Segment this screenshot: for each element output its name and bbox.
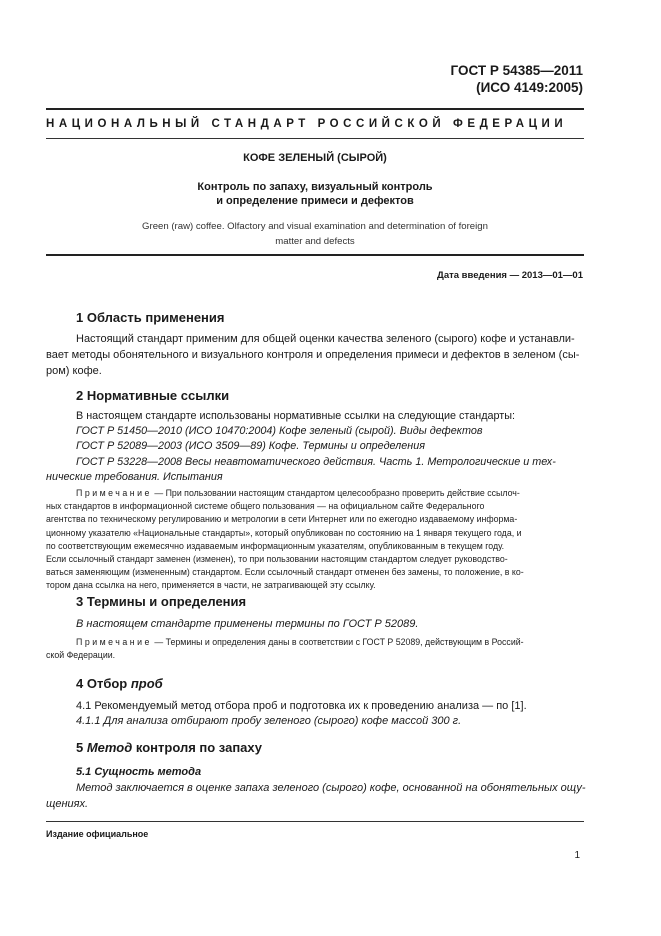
note-3-line-2: ской Федерации. xyxy=(46,650,116,661)
section-4-p1: 4.1 Рекомендуемый метод отбора проб и подготовка их к проведению анализа — по [1]. xyxy=(76,700,527,712)
section-1-text xyxy=(46,331,584,379)
section-1-line-3: ром) кофе. xyxy=(46,365,102,377)
subtitle-line-2: и определение примеси и дефектов xyxy=(216,195,414,207)
section-4-heading-italic: проб xyxy=(130,676,163,691)
section-2-text xyxy=(46,409,584,485)
note-line-3: агентства по техническому регулированию и метрологии в сети Интернет или по ежегодно издаваемому информа- xyxy=(46,514,518,525)
section-2-heading: 2 Нормативные ссылки xyxy=(76,388,230,403)
section-2-intro: В настоящем стандарте использованы нормативные ссылки на следующие стандарты: xyxy=(76,410,515,422)
section-2-note xyxy=(46,487,584,593)
document-subtitle xyxy=(46,180,584,208)
english-title-line-1: Green (raw) coffee. Olfactory and visual examination and determination of foreign xyxy=(142,221,488,232)
section-3-text: В настоящем стандарте применены термины по ГОСТ Р 52089. xyxy=(76,618,419,630)
note-line-4: ционному указателю «Национальные стандарты», который опубликован по состоянию на 1 января текущего года, и xyxy=(46,527,522,538)
reference-1: ГОСТ Р 51450—2010 (ИСО 10470:2004) Кофе зеленый (сырой). Виды дефектов xyxy=(76,425,483,438)
subtitle-line-1: Контроль по запаху, визуальный контроль xyxy=(197,181,433,193)
section-5-line-1: Метод заключается в оценке запаха зеленого (сырого) кофе, основанной на обонятельных ощу- xyxy=(76,782,586,794)
note-label: Примечание xyxy=(76,488,152,498)
note-3-line-1: — Термины и определения даны в соответствии с ГОСТ Р 52089, действующим в Россий- xyxy=(151,637,524,647)
title-rule xyxy=(46,254,584,256)
note-line-5: по соответствующим ежемесячно издаваемым информационным указателям, опубликованным в текущем году. xyxy=(46,540,505,551)
note-line-6: Если ссылочный стандарт заменен (изменен), то при пользовании настоящим стандартом следует руководство- xyxy=(46,554,508,565)
section-4-p2: 4.1.1 Для анализа отбирают пробу зеленого (сырого) кофе массой 300 г. xyxy=(76,715,462,727)
section-4-heading-text: 4 Отбор xyxy=(76,676,131,691)
section-5-heading-rest: контроля по запаху xyxy=(132,740,263,755)
reference-2: ГОСТ Р 52089—2003 (ИСО 3509—89) Кофе. Термины и определения xyxy=(76,440,425,453)
reference-3-continued: нические требования. Испытания xyxy=(46,470,223,483)
reference-3: ГОСТ Р 53228—2008 Весы неавтоматического действия. Часть 1. Метрологические и тех- xyxy=(76,455,556,468)
banner-rule xyxy=(46,138,584,139)
standard-code xyxy=(451,62,583,96)
standard-code-gost: ГОСТ Р 54385—2011 xyxy=(450,63,583,78)
note-line-7: ваться заменяющим (измененным) стандартом. Если ссылочный стандарт отменен без замены, то положение, в ко- xyxy=(46,567,524,578)
section-1-heading: 1 Область применения xyxy=(76,310,225,325)
page-number: 1 xyxy=(574,850,580,861)
section-1-line-1: Настоящий стандарт применим для общей оценки качества зеленого (сырого) кофе и устанавли- xyxy=(76,333,575,345)
section-3-note xyxy=(46,636,584,662)
official-edition-note: Издание официальное xyxy=(46,829,149,839)
note-line-8: тором дана ссылка на него, применяется в части, не затрагивающей эту ссылку. xyxy=(46,580,376,591)
standard-code-iso: (ИСО 4149:2005) xyxy=(476,80,583,95)
section-5-text xyxy=(46,780,584,812)
section-3-heading: 3 Термины и определения xyxy=(76,594,247,609)
document-title: КОФЕ ЗЕЛЕНЫЙ (СЫРОЙ) xyxy=(243,152,387,164)
section-5-1-heading: 5.1 Сущность метода xyxy=(76,766,202,778)
section-5-line-2: щениях. xyxy=(46,798,89,810)
section-1-line-2: вает методы обонятельного и визуального контроля и определения примеси и дефектов в зеленом (сы- xyxy=(46,349,580,361)
section-5-heading-num: 5 xyxy=(76,740,87,755)
section-5-heading-italic: Метод xyxy=(86,740,133,755)
section-5-heading xyxy=(76,740,262,755)
note-label: Примечание xyxy=(76,637,152,647)
top-rule xyxy=(46,108,584,110)
section-4-heading xyxy=(76,676,163,691)
national-standard-banner: НАЦИОНАЛЬНЫЙ СТАНДАРТ РОССИЙСКОЙ ФЕДЕРАЦИИ xyxy=(46,118,568,130)
english-title xyxy=(46,219,584,249)
note-line-2: ных стандартов в информационной системе общего пользования — на официальном сайте Федерального xyxy=(46,501,485,512)
footer-rule xyxy=(46,821,584,822)
note-line-1: — При пользовании настоящим стандартом целесообразно проверить действие ссылоч- xyxy=(151,488,520,498)
introduction-date: Дата введения — 2013—01—01 xyxy=(437,270,583,281)
english-title-line-2: matter and defects xyxy=(275,236,355,247)
